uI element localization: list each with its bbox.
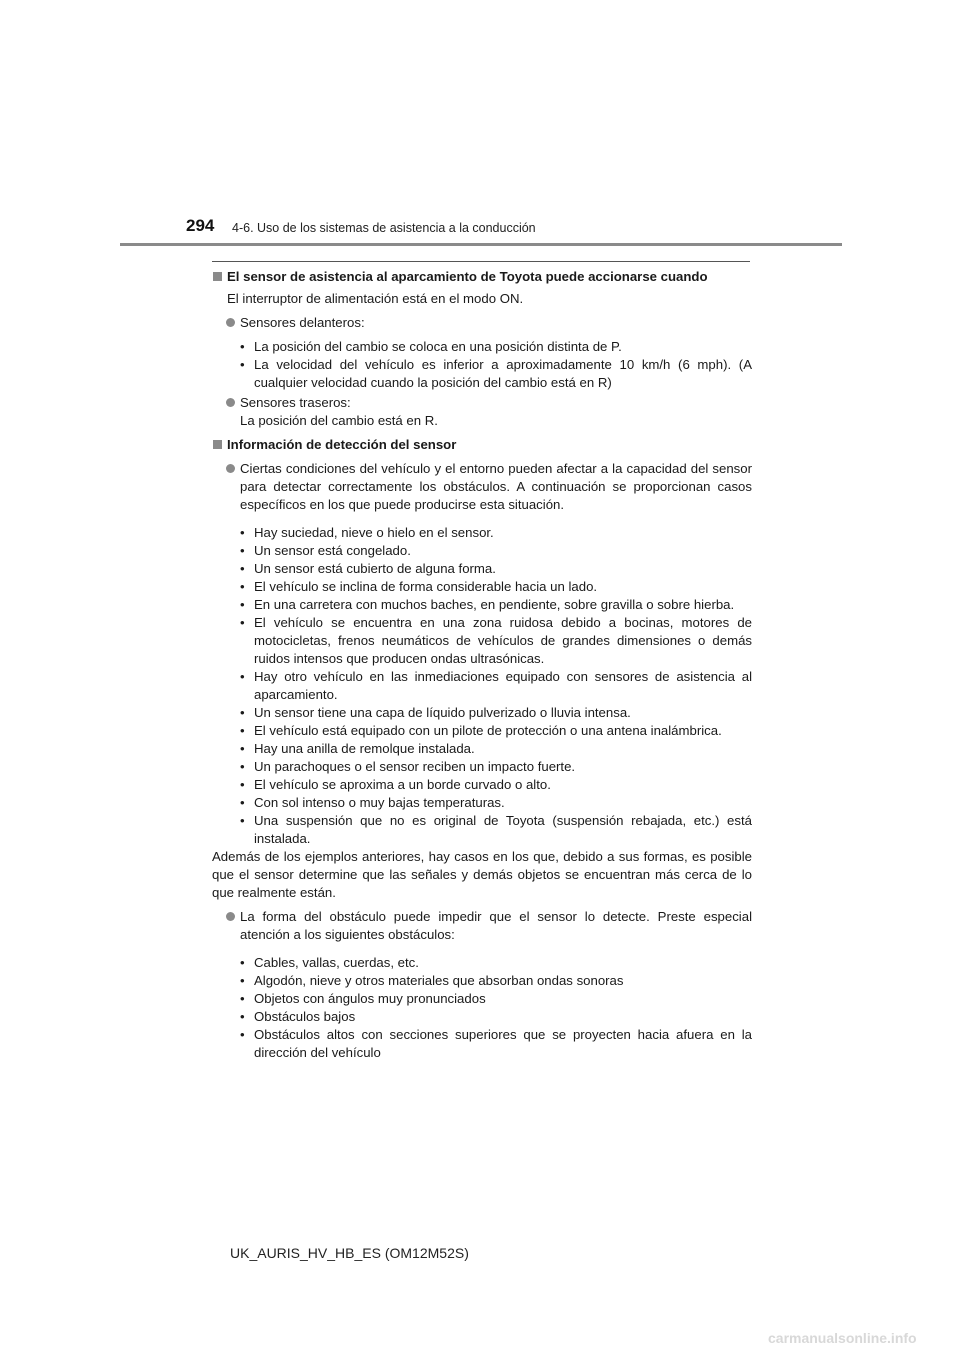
bullet-icon: •: [240, 339, 245, 354]
list-item: • Cables, vallas, cuerdas, etc.: [240, 955, 419, 970]
dot-item-shape: La forma del obstáculo puede impedir que el sensor lo detecte. Preste especial atención a los siguientes obstáculos:: [212, 908, 752, 944]
list-item: • Hay una anilla de remolque instalada.: [240, 741, 475, 756]
bullet-icon: •: [240, 723, 245, 738]
paragraph: Además de los ejemplos anteriores, hay casos en los que, debido a sus formas, es posible que el sensor determine que las señales y demás objetos se encuentran más cerca de lo que realmente están.: [212, 849, 752, 900]
list-item: • Obstáculos bajos: [240, 1009, 356, 1024]
obstacle-list: [212, 954, 752, 1062]
list-item: • Algodón, nieve y otros materiales que absorban ondas sonoras: [240, 973, 624, 988]
dot-item-conditions: Ciertas condiciones del vehículo y el entorno pueden afectar a la capacidad del sensor para detectar correctamente los obstáculos. A continuación se proporcionan casos específicos en los que puede producirse esta situación.: [212, 460, 752, 514]
square-bullet-icon: [213, 440, 222, 449]
list-item: • Un sensor está congelado.: [240, 543, 411, 558]
page-number: 294: [186, 216, 215, 235]
bullet-icon: •: [240, 357, 245, 372]
list-item: • El vehículo está equipado con un pilote de protección o una antena inalámbrica.: [240, 723, 722, 738]
bullet-icon: •: [240, 795, 245, 810]
list-item: • El vehículo se inclina de forma considerable hacia un lado.: [240, 579, 598, 594]
bullet-icon: •: [240, 525, 245, 540]
list-item: • La posición del cambio se coloca en una posición distinta de P.: [240, 339, 622, 354]
bullet-icon: •: [240, 669, 245, 684]
bullet-icon: •: [240, 777, 245, 792]
front-sensor-list: [212, 338, 752, 392]
bullet-icon: •: [240, 1009, 245, 1024]
square-bullet-icon: [213, 272, 222, 281]
bullet-icon: •: [240, 1027, 245, 1042]
watermark: carmanualsonline.info: [768, 1330, 917, 1346]
header-rule: [120, 243, 842, 246]
bullet-icon: •: [240, 597, 245, 612]
bullet-icon: •: [240, 579, 245, 594]
dot-item-front: Sensores delanteros:: [212, 314, 752, 332]
document-code: UK_AURIS_HV_HB_ES (OM12M52S): [230, 1245, 469, 1261]
bullet-icon: •: [240, 991, 245, 1006]
heading-sensor-activation: El sensor de asistencia al aparcamiento de Toyota puede accionarse cuando: [212, 268, 752, 286]
paragraph: El interruptor de alimentación está en el modo ON.: [227, 291, 524, 306]
list-item: • Un parachoques o el sensor reciben un impacto fuerte.: [240, 759, 576, 774]
bullet-icon: •: [240, 973, 245, 988]
bullet-icon: •: [240, 955, 245, 970]
section-title: 4-6. Uso de los sistemas de asistencia a la conducción: [232, 221, 536, 235]
list-item: • Un sensor está cubierto de alguna forma.: [240, 561, 496, 576]
page-content: [212, 268, 752, 1062]
dot-item-rear: Sensores traseros: La posición del cambio está en R.: [212, 394, 752, 430]
bullet-icon: •: [240, 759, 245, 774]
list-item: • El vehículo se aproxima a un borde curvado o alto.: [240, 777, 551, 792]
list-item: • Con sol intenso o muy bajas temperaturas.: [240, 795, 505, 810]
list-item: • Objetos con ángulos muy pronunciados: [240, 991, 486, 1006]
heading-detection-info: Información de detección del sensor: [212, 436, 752, 454]
circle-bullet-icon: [226, 912, 235, 921]
list-item: • Obstáculos altos con secciones superiores que se proyecten hacia afuera en la dirección del vehículo: [240, 1027, 752, 1060]
list-item: • En una carretera con muchos baches, en pendiente, sobre gravilla o sobre hierba.: [240, 597, 735, 612]
bullet-icon: •: [240, 615, 245, 630]
list-item: • Un sensor tiene una capa de líquido pulverizado o lluvia intensa.: [240, 705, 631, 720]
circle-bullet-icon: [226, 318, 235, 327]
list-item: • Una suspensión que no es original de Toyota (suspensión rebajada, etc.) está instalada.: [240, 813, 752, 846]
list-item: • El vehículo se encuentra en una zona ruidosa debido a bocinas, motores de motocicletas, frenos neumáticos de vehículos de grandes dimensiones o demás ruidos intensos que producen ondas ultrasónicas.: [240, 615, 752, 666]
list-item: • Hay suciedad, nieve o hielo en el sensor.: [240, 525, 494, 540]
list-item: • La velocidad del vehículo es inferior a aproximadamente 10 km/h (6 mph). (A cualquier velocidad cuando la posición del cambio está en R): [240, 357, 752, 390]
section-divider: [212, 261, 750, 262]
bullet-icon: •: [240, 741, 245, 756]
condition-list: [212, 524, 752, 848]
list-item: • Hay otro vehículo en las inmediaciones equipado con sensores de asistencia al aparcamiento.: [240, 669, 752, 702]
bullet-icon: •: [240, 561, 245, 576]
bullet-icon: •: [240, 813, 245, 828]
bullet-icon: •: [240, 705, 245, 720]
bullet-icon: •: [240, 543, 245, 558]
circle-bullet-icon: [226, 398, 235, 407]
circle-bullet-icon: [226, 464, 235, 473]
